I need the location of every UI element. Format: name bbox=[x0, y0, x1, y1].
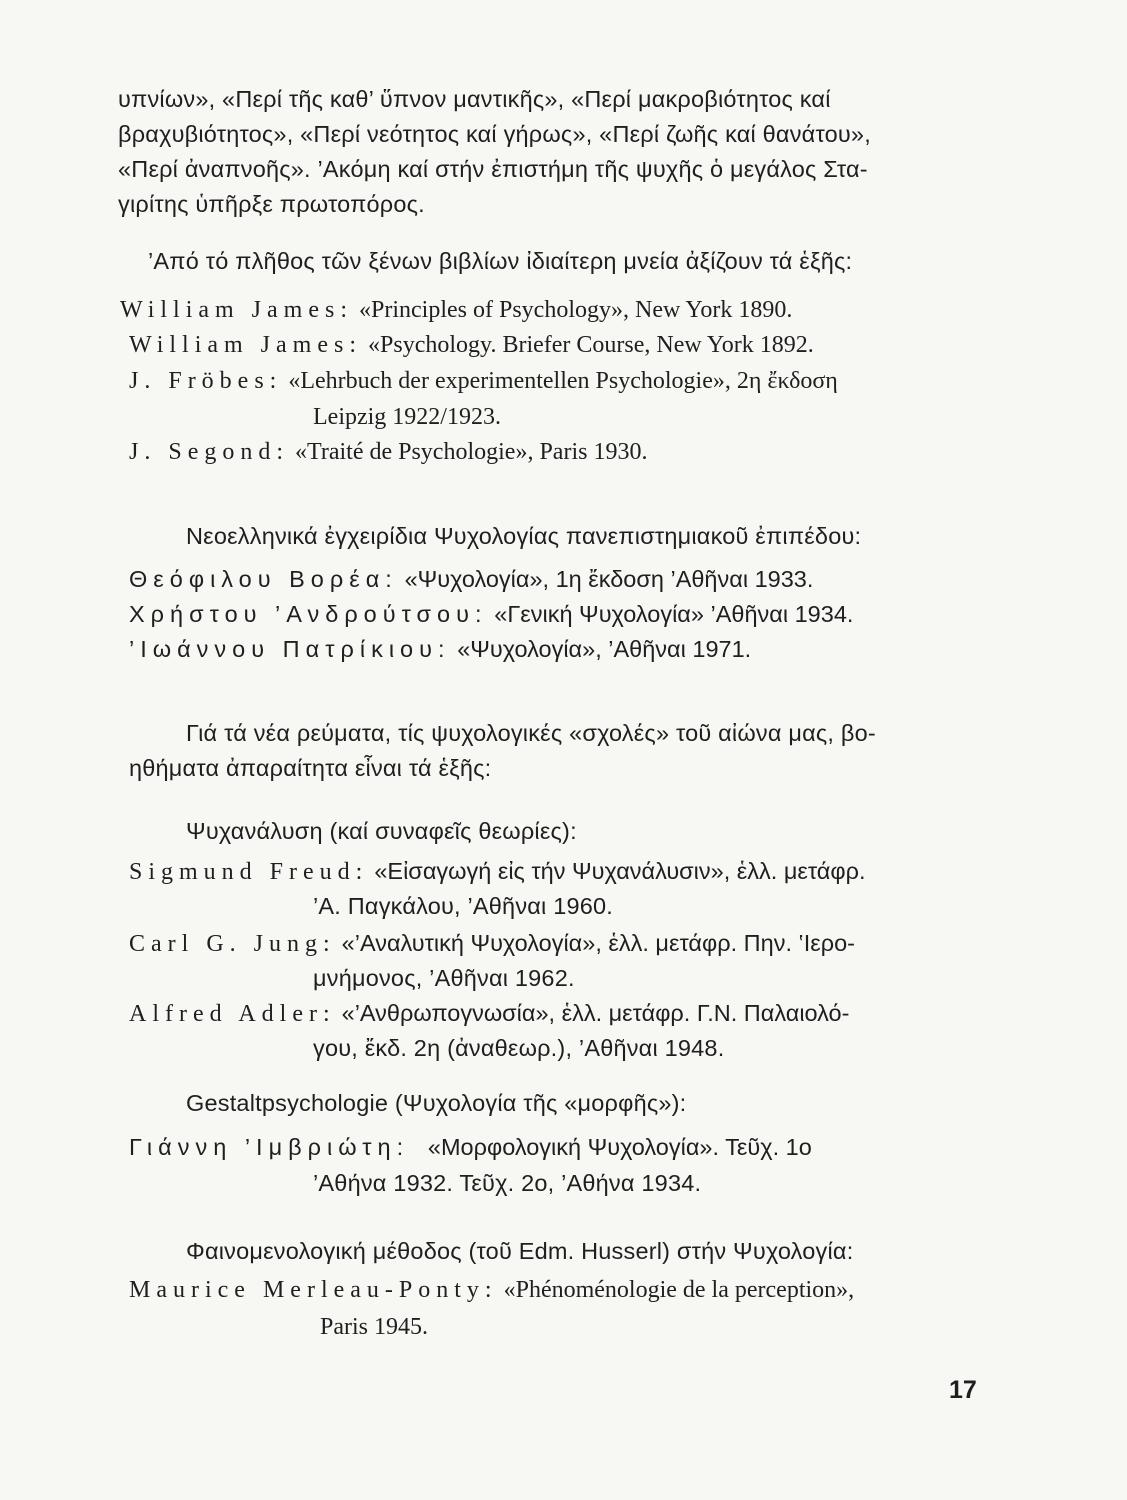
bib-continuation: ’Αθήνα 1932. Τεῦχ. 2ο, ’Αθήνα 1934. bbox=[313, 1170, 702, 1196]
bib-entry bbox=[129, 1002, 849, 1026]
bib-work: «Εἰσαγωγή εἰς τήν Ψυχανάλυσιν», ἑλλ. μετάφρ. bbox=[374, 858, 866, 884]
bib-author: Χρήστου ’Ανδρούτσου: bbox=[129, 601, 488, 627]
bib-entry bbox=[129, 932, 855, 956]
intro-line-4: γιρίτης ὑπῆρξε πρωτοπόρος. bbox=[118, 191, 425, 217]
phenomenology-heading: Φαινομενολογική μέθοδος (τοῦ Edm. Husserl) στήν Ψυχολογία: bbox=[186, 1238, 854, 1264]
bib-continuation: ’Α. Παγκάλου, ’Αθῆναι 1960. bbox=[313, 893, 614, 919]
psychoanalysis-heading: Ψυχανάλυση (καί συναφεῖς θεωρίες): bbox=[186, 818, 577, 844]
bib-author: William James: bbox=[120, 297, 354, 323]
intro-line-1: υπνίων», «Περί τῆς καθ’ ὕπνον μαντικῆς», «Περί μακροβιότητος καί bbox=[118, 86, 831, 112]
bib-entry bbox=[129, 1136, 812, 1160]
bib-work: «Psychology. Briefer Course, New York 1892. bbox=[368, 332, 814, 358]
bib-continuation: Leipzig 1922/1923. bbox=[313, 404, 501, 430]
bib-work: «Ψυχολογία», 1η ἔκδοση ’Αθῆναι 1933. bbox=[404, 566, 814, 592]
foreign-heading: ’Από τό πλῆθος τῶν ξένων βιβλίων ἰδιαίτερη μνεία ἀξίζουν τά ἑξῆς: bbox=[148, 248, 853, 274]
currents-line-1: Γιά τά νέα ρεύματα, τίς ψυχολογικές «σχολές» τοῦ αἰώνα μας, βο- bbox=[186, 720, 876, 746]
bib-continuation: γου, ἔκδ. 2η (ἀναθεωρ.), ’Αθῆναι 1948. bbox=[313, 1035, 725, 1061]
bib-entry bbox=[129, 603, 853, 627]
bib-entry bbox=[129, 369, 838, 393]
bib-continuation: Paris 1945. bbox=[320, 1314, 428, 1340]
bib-work: «Lehrbuch der experimentellen Psychologie», 2η ἔκδοση bbox=[288, 368, 838, 394]
greek-heading: Νεοελληνικά ἐγχειρίδια Ψυχολογίας πανεπιστημιακοῦ ἐπιπέδου: bbox=[186, 523, 862, 549]
bib-work: «Μορφολογική Ψυχολογία». Τεῦχ. 1ο bbox=[427, 1134, 812, 1160]
bib-entry bbox=[129, 638, 751, 662]
bib-author: William James: bbox=[129, 332, 363, 358]
bib-work: «’Αναλυτική Ψυχολογία», ἑλλ. μετάφρ. Πην. ‛Ιερο- bbox=[341, 930, 855, 956]
bib-entry bbox=[120, 298, 792, 322]
bib-author: ’Ιωάννου Πατρίκιου: bbox=[129, 636, 451, 662]
bib-work: «Principles of Psychology», New York 1890. bbox=[359, 297, 793, 323]
bib-continuation: μνήμονος, ’Αθῆναι 1962. bbox=[313, 965, 575, 991]
bib-work: «Traité de Psychologie», Paris 1930. bbox=[295, 439, 648, 465]
bib-author: J. Fröbes: bbox=[129, 368, 283, 394]
gestalt-heading: Gestaltpsychologie (Ψυχολογία τῆς «μορφῆς»): bbox=[186, 1090, 687, 1116]
bib-work: «Ψυχολογία», ’Αθῆναι 1971. bbox=[457, 636, 752, 662]
bib-entry bbox=[129, 440, 647, 464]
intro-line-3: «Περί ἀναπνοῆς». ’Ακόμη καί στήν ἐπιστήμη τῆς ψυχῆς ὁ μεγάλος Στα- bbox=[118, 156, 868, 182]
currents-line-2: ηθήματα ἀπαραίτητα εἶναι τά ἑξῆς: bbox=[129, 755, 492, 781]
bib-author: Carl G. Jung: bbox=[129, 931, 336, 957]
bib-author: Γιάννη ’Ιμβριώτη: bbox=[129, 1134, 410, 1160]
bib-author: J. Segond: bbox=[129, 439, 290, 465]
bib-entry bbox=[129, 333, 814, 357]
bib-entry bbox=[129, 568, 813, 592]
bib-author: Maurice Merleau-Ponty: bbox=[129, 1277, 498, 1303]
bib-work: «’Ανθρωπογνωσία», ἑλλ. μετάφρ. Γ.Ν. Παλαιολό- bbox=[341, 1000, 850, 1026]
bib-work: «Γενική Ψυχολογία» ’Αθῆναι 1934. bbox=[494, 601, 854, 627]
bib-entry bbox=[129, 1278, 854, 1302]
intro-line-2: βραχυβιότητος», «Περί νεότητος καί γήρως», «Περί ζωῆς καί θανάτου», bbox=[118, 121, 871, 147]
bib-author: Alfred Adler: bbox=[129, 1001, 336, 1027]
bib-author: Θεόφιλου Βορέα: bbox=[129, 566, 398, 592]
bib-work: «Phénoménologie de la perception», bbox=[503, 1277, 855, 1303]
page-number: 17 bbox=[949, 1376, 977, 1404]
bib-entry bbox=[129, 860, 866, 884]
bib-author: Sigmund Freud: bbox=[129, 859, 369, 885]
